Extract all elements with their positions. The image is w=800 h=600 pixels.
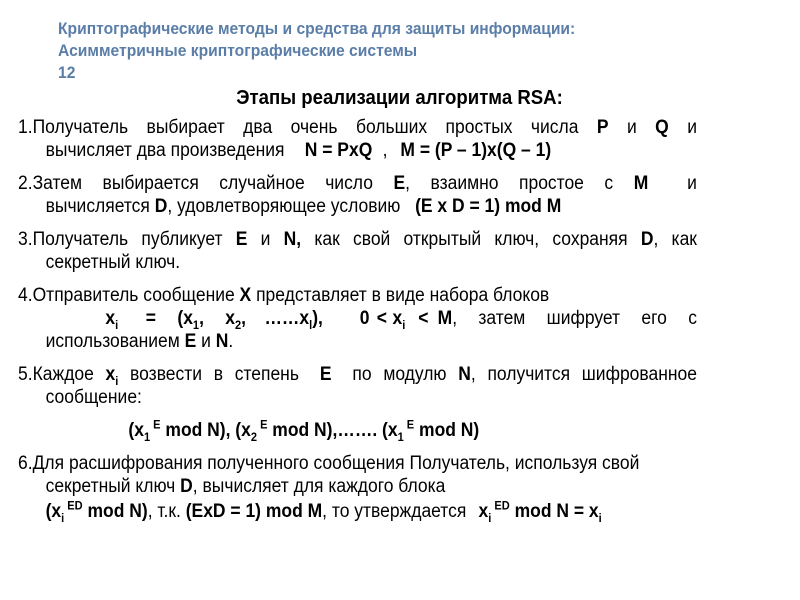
text-steps-0-text-a: Получатель выбирает два очень больших простых числа — [32, 117, 597, 138]
text-steps-4-formula-8-sup: E — [403, 417, 415, 432]
text-steps-3-s1: 1 — [192, 317, 200, 332]
header-line-2: Асимметричные криптографические системы — [58, 41, 418, 60]
text-steps-5-d: D — [180, 476, 193, 497]
text-steps-0-formula-m: M = (P – 1)x(Q – 1) — [400, 140, 552, 161]
text-steps-3-eq: = (x — [145, 308, 193, 329]
text-steps-1-num: 2. — [18, 173, 33, 194]
text-steps-4-num: 5. — [18, 364, 33, 385]
text-steps-4-text-c: по модулю — [340, 364, 459, 385]
text-steps-3-s2: 2 — [235, 317, 242, 332]
steps-list — [18, 116, 697, 533]
text-steps-4-text-a: Каждое — [32, 364, 106, 385]
text-steps-3-i: i — [115, 317, 119, 332]
text-steps-5-tk: , т.к. — [147, 501, 186, 522]
text-steps-3-num: 4. — [18, 285, 33, 306]
text-steps-3-n: N — [215, 331, 229, 352]
text-steps-4-formula-1-sub: 1 — [143, 429, 151, 444]
slide-header — [58, 18, 575, 84]
step-1 — [18, 116, 697, 162]
text-steps-3-zero: 0 — [359, 308, 370, 329]
text-steps-4-formula-9-t: mod N) — [414, 420, 480, 441]
text-steps-3-e: E — [184, 331, 197, 352]
text-steps-4-n: N — [458, 364, 471, 385]
text-steps-5-f3-sup: ED — [491, 498, 510, 513]
text-steps-3-line3-a: использованием — [45, 331, 185, 352]
text-steps-2-text-b: как свой открытый ключ, сохраняя — [301, 229, 641, 250]
text-steps-5-f1-open: (x — [45, 501, 62, 522]
text-steps-5-line2-a: секретный ключ — [45, 476, 181, 497]
text-steps-0-line2: вычисляет два произведения — [45, 140, 285, 161]
text-steps-3-xi2: x — [392, 308, 403, 329]
text-steps-4-text-b: возвести в степень — [118, 364, 311, 385]
text-steps-4-e: E — [319, 364, 332, 385]
text-steps-3-i: i — [402, 317, 406, 332]
text-steps-0-formula-n: N = PxQ — [304, 140, 373, 161]
step-6 — [18, 452, 697, 523]
text-steps-5-text-a: Для расшифрования полученного сообщения Получатель, используя свой — [32, 453, 640, 474]
text-steps-2-n: N, — [283, 229, 302, 250]
text-steps-3-dots: ……x — [264, 308, 310, 329]
text-steps-1-m: M — [633, 173, 649, 194]
text-steps-3-sl: l — [309, 317, 313, 332]
text-steps-3-text-a: Отправитель сообщение — [32, 285, 240, 306]
text-steps-1-text-b: , взаимно простое с — [405, 173, 634, 194]
text-steps-2-line2: секретный ключ. — [45, 252, 181, 273]
text-steps-3-text-b: представляет в виде набора блоков — [251, 285, 550, 306]
text-steps-5-f3-rest: mod N = x — [509, 501, 599, 522]
text-steps-4-text-d: , получится шифрованное — [470, 364, 697, 385]
text-steps-0-p: P — [596, 117, 609, 138]
header-line-1: Криптографические методы и средства для защиты информации: — [58, 19, 576, 38]
text-steps-3-lt2: < — [418, 308, 429, 329]
text-title: Этапы реализации алгоритма RSA: — [236, 87, 564, 109]
text-steps-3-x: X — [239, 285, 252, 306]
step-4 — [18, 284, 697, 353]
text-steps-4-formula-0-t: (x — [128, 420, 144, 441]
text-steps-4-formula-5-sup: E — [257, 417, 268, 432]
text-steps-3-lt1: < — [376, 308, 388, 329]
step-2 — [18, 172, 697, 218]
text-steps-4-formula-6-t: mod N),……. (x — [267, 420, 398, 441]
text-steps-4-formula-7-sub: 1 — [397, 429, 404, 444]
text-steps-5-f3-x: x — [478, 501, 489, 522]
step-3 — [18, 228, 697, 274]
text-steps-1-line2-b: , удовлетворяющее условию — [167, 196, 401, 217]
text-steps-3-dot: . — [228, 331, 234, 352]
text-steps-4-formula-4-sub: 2 — [250, 429, 258, 444]
step-5 — [18, 363, 697, 442]
text-steps-3-close: ), — [312, 308, 323, 329]
text-steps-5-num: 6. — [18, 453, 33, 474]
text-steps-0-num: 1. — [18, 117, 33, 138]
text-steps-4-i: i — [115, 373, 119, 388]
text-steps-3-m: M — [437, 308, 453, 329]
text-steps-4-line2: сообщение: — [45, 387, 142, 408]
text-steps-4-xi: x — [105, 364, 116, 385]
text-steps-3-xi: x — [105, 308, 116, 329]
text-steps-1-text-a: Затем выбирается случайное число — [32, 173, 394, 194]
text-steps-2-text-c: , как — [653, 229, 697, 250]
text-steps-2-and: и — [247, 229, 284, 250]
text-steps-2-d: D — [640, 229, 654, 250]
text-steps-5-f1-rest: mod N) — [82, 501, 148, 522]
text-steps-0-and: и — [608, 117, 656, 138]
text-steps-1-e: E — [393, 173, 406, 194]
step-5-formula — [18, 419, 697, 442]
text-steps-5-f1-sup: ED — [64, 498, 83, 513]
text-steps-2-num: 3. — [18, 229, 33, 250]
text-steps-0-sep: , — [377, 140, 388, 161]
text-steps-5-f3-sub: i — [488, 510, 492, 525]
text-steps-1-d: D — [154, 196, 168, 217]
text-steps-5-f1-sub: i — [61, 510, 65, 525]
text-steps-0-text-b: и — [668, 117, 697, 138]
slide-title — [0, 86, 800, 110]
text-steps-5-line2-b: , вычисляет для каждого блока — [192, 476, 446, 497]
text-steps-4-formula-3-t: mod N), (x — [160, 420, 251, 441]
text-steps-4-formula-2-sup: E — [150, 417, 161, 432]
slide-number: 12 — [58, 63, 76, 82]
text-steps-0-q: Q — [655, 117, 669, 138]
text-steps-3-comma1: , x — [199, 308, 236, 329]
text-steps-1-text-c: и — [666, 173, 697, 194]
text-steps-3-and: и — [196, 331, 216, 352]
text-steps-3-text-c: , затем шифрует его с — [452, 308, 697, 329]
text-steps-1-line2-a: вычисляется — [45, 196, 155, 217]
text-steps-2-text-a: Получатель публикует — [32, 229, 236, 250]
text-steps-5-text-c: , то утверждается — [322, 501, 472, 522]
text-steps-5-f2: (ExD = 1) mod M — [185, 501, 323, 522]
text-steps-5-f3-end: i — [598, 510, 602, 525]
text-steps-1-formula: (E x D = 1) mod M — [415, 196, 562, 217]
text-steps-3-comma2: , — [241, 308, 247, 329]
text-steps-2-e: E — [235, 229, 248, 250]
